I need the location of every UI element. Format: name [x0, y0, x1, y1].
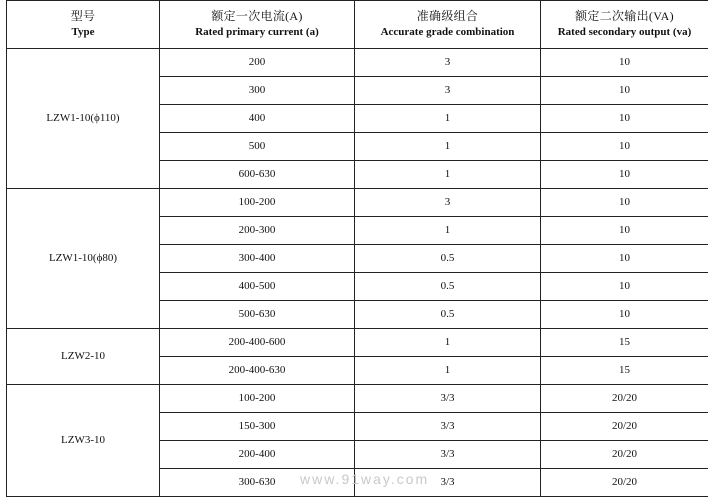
output-cell: 10: [541, 49, 708, 77]
grade-cell: 3/3: [355, 469, 541, 497]
header-grade-cn: 准确级组合: [355, 10, 540, 23]
output-cell: 10: [541, 161, 708, 189]
current-cell: 200-400-630: [160, 357, 355, 385]
output-cell: 20/20: [541, 385, 708, 413]
type-cell: LZW3-10: [7, 385, 160, 497]
grade-cell: 1: [355, 133, 541, 161]
grade-cell: 0.5: [355, 301, 541, 329]
output-cell: 20/20: [541, 469, 708, 497]
header-grade: [355, 1, 541, 49]
output-cell: 10: [541, 273, 708, 301]
current-cell: 300: [160, 77, 355, 105]
header-output: [541, 1, 708, 49]
header-type-en: Type: [7, 26, 159, 39]
current-cell: 400-500: [160, 273, 355, 301]
output-cell: 15: [541, 357, 708, 385]
current-cell: 200-300: [160, 217, 355, 245]
grade-cell: 1: [355, 161, 541, 189]
current-cell: 200-400: [160, 441, 355, 469]
header-current-en: Rated primary current (a): [160, 26, 354, 39]
output-cell: 20/20: [541, 441, 708, 469]
header-output-cn: 额定二次输出(VA): [541, 10, 708, 23]
table-row: [7, 329, 708, 357]
table-body: [7, 49, 708, 497]
output-cell: 10: [541, 189, 708, 217]
output-cell: 10: [541, 133, 708, 161]
grade-cell: 3: [355, 77, 541, 105]
output-cell: 10: [541, 77, 708, 105]
current-cell: 200: [160, 49, 355, 77]
output-cell: 10: [541, 105, 708, 133]
spec-table: [6, 0, 708, 497]
type-cell: LZW1-10(ϕ80): [7, 189, 160, 329]
watermark: www.91way.com: [300, 471, 429, 487]
output-cell: 10: [541, 217, 708, 245]
output-cell: 10: [541, 245, 708, 273]
grade-cell: 3/3: [355, 385, 541, 413]
current-cell: 400: [160, 105, 355, 133]
current-cell: 300-400: [160, 245, 355, 273]
current-cell: 600-630: [160, 161, 355, 189]
header-output-en: Rated secondary output (va): [541, 26, 708, 39]
table-row: [7, 189, 708, 217]
current-cell: 500: [160, 133, 355, 161]
header-type-cn: 型号: [7, 10, 159, 23]
grade-cell: 1: [355, 357, 541, 385]
header-row: [7, 1, 708, 49]
grade-cell: 0.5: [355, 245, 541, 273]
current-cell: 200-400-600: [160, 329, 355, 357]
grade-cell: 1: [355, 105, 541, 133]
grade-cell: 0.5: [355, 273, 541, 301]
table-row: [7, 49, 708, 77]
type-cell: LZW2-10: [7, 329, 160, 385]
current-cell: 100-200: [160, 189, 355, 217]
header-current-cn: 额定一次电流(A): [160, 10, 354, 23]
header-grade-en: Accurate grade combination: [355, 26, 540, 39]
grade-cell: 3/3: [355, 441, 541, 469]
current-cell: 150-300: [160, 413, 355, 441]
current-cell: 100-200: [160, 385, 355, 413]
output-cell: 15: [541, 329, 708, 357]
output-cell: 20/20: [541, 413, 708, 441]
current-cell: 500-630: [160, 301, 355, 329]
grade-cell: 1: [355, 329, 541, 357]
current-cell: 300-630: [160, 469, 355, 497]
header-type: [7, 1, 160, 49]
grade-cell: 1: [355, 217, 541, 245]
grade-cell: 3: [355, 189, 541, 217]
output-cell: 10: [541, 301, 708, 329]
grade-cell: 3: [355, 49, 541, 77]
grade-cell: 3/3: [355, 413, 541, 441]
header-current: [160, 1, 355, 49]
type-cell: LZW1-10(ϕ110): [7, 49, 160, 189]
table-row: [7, 385, 708, 413]
